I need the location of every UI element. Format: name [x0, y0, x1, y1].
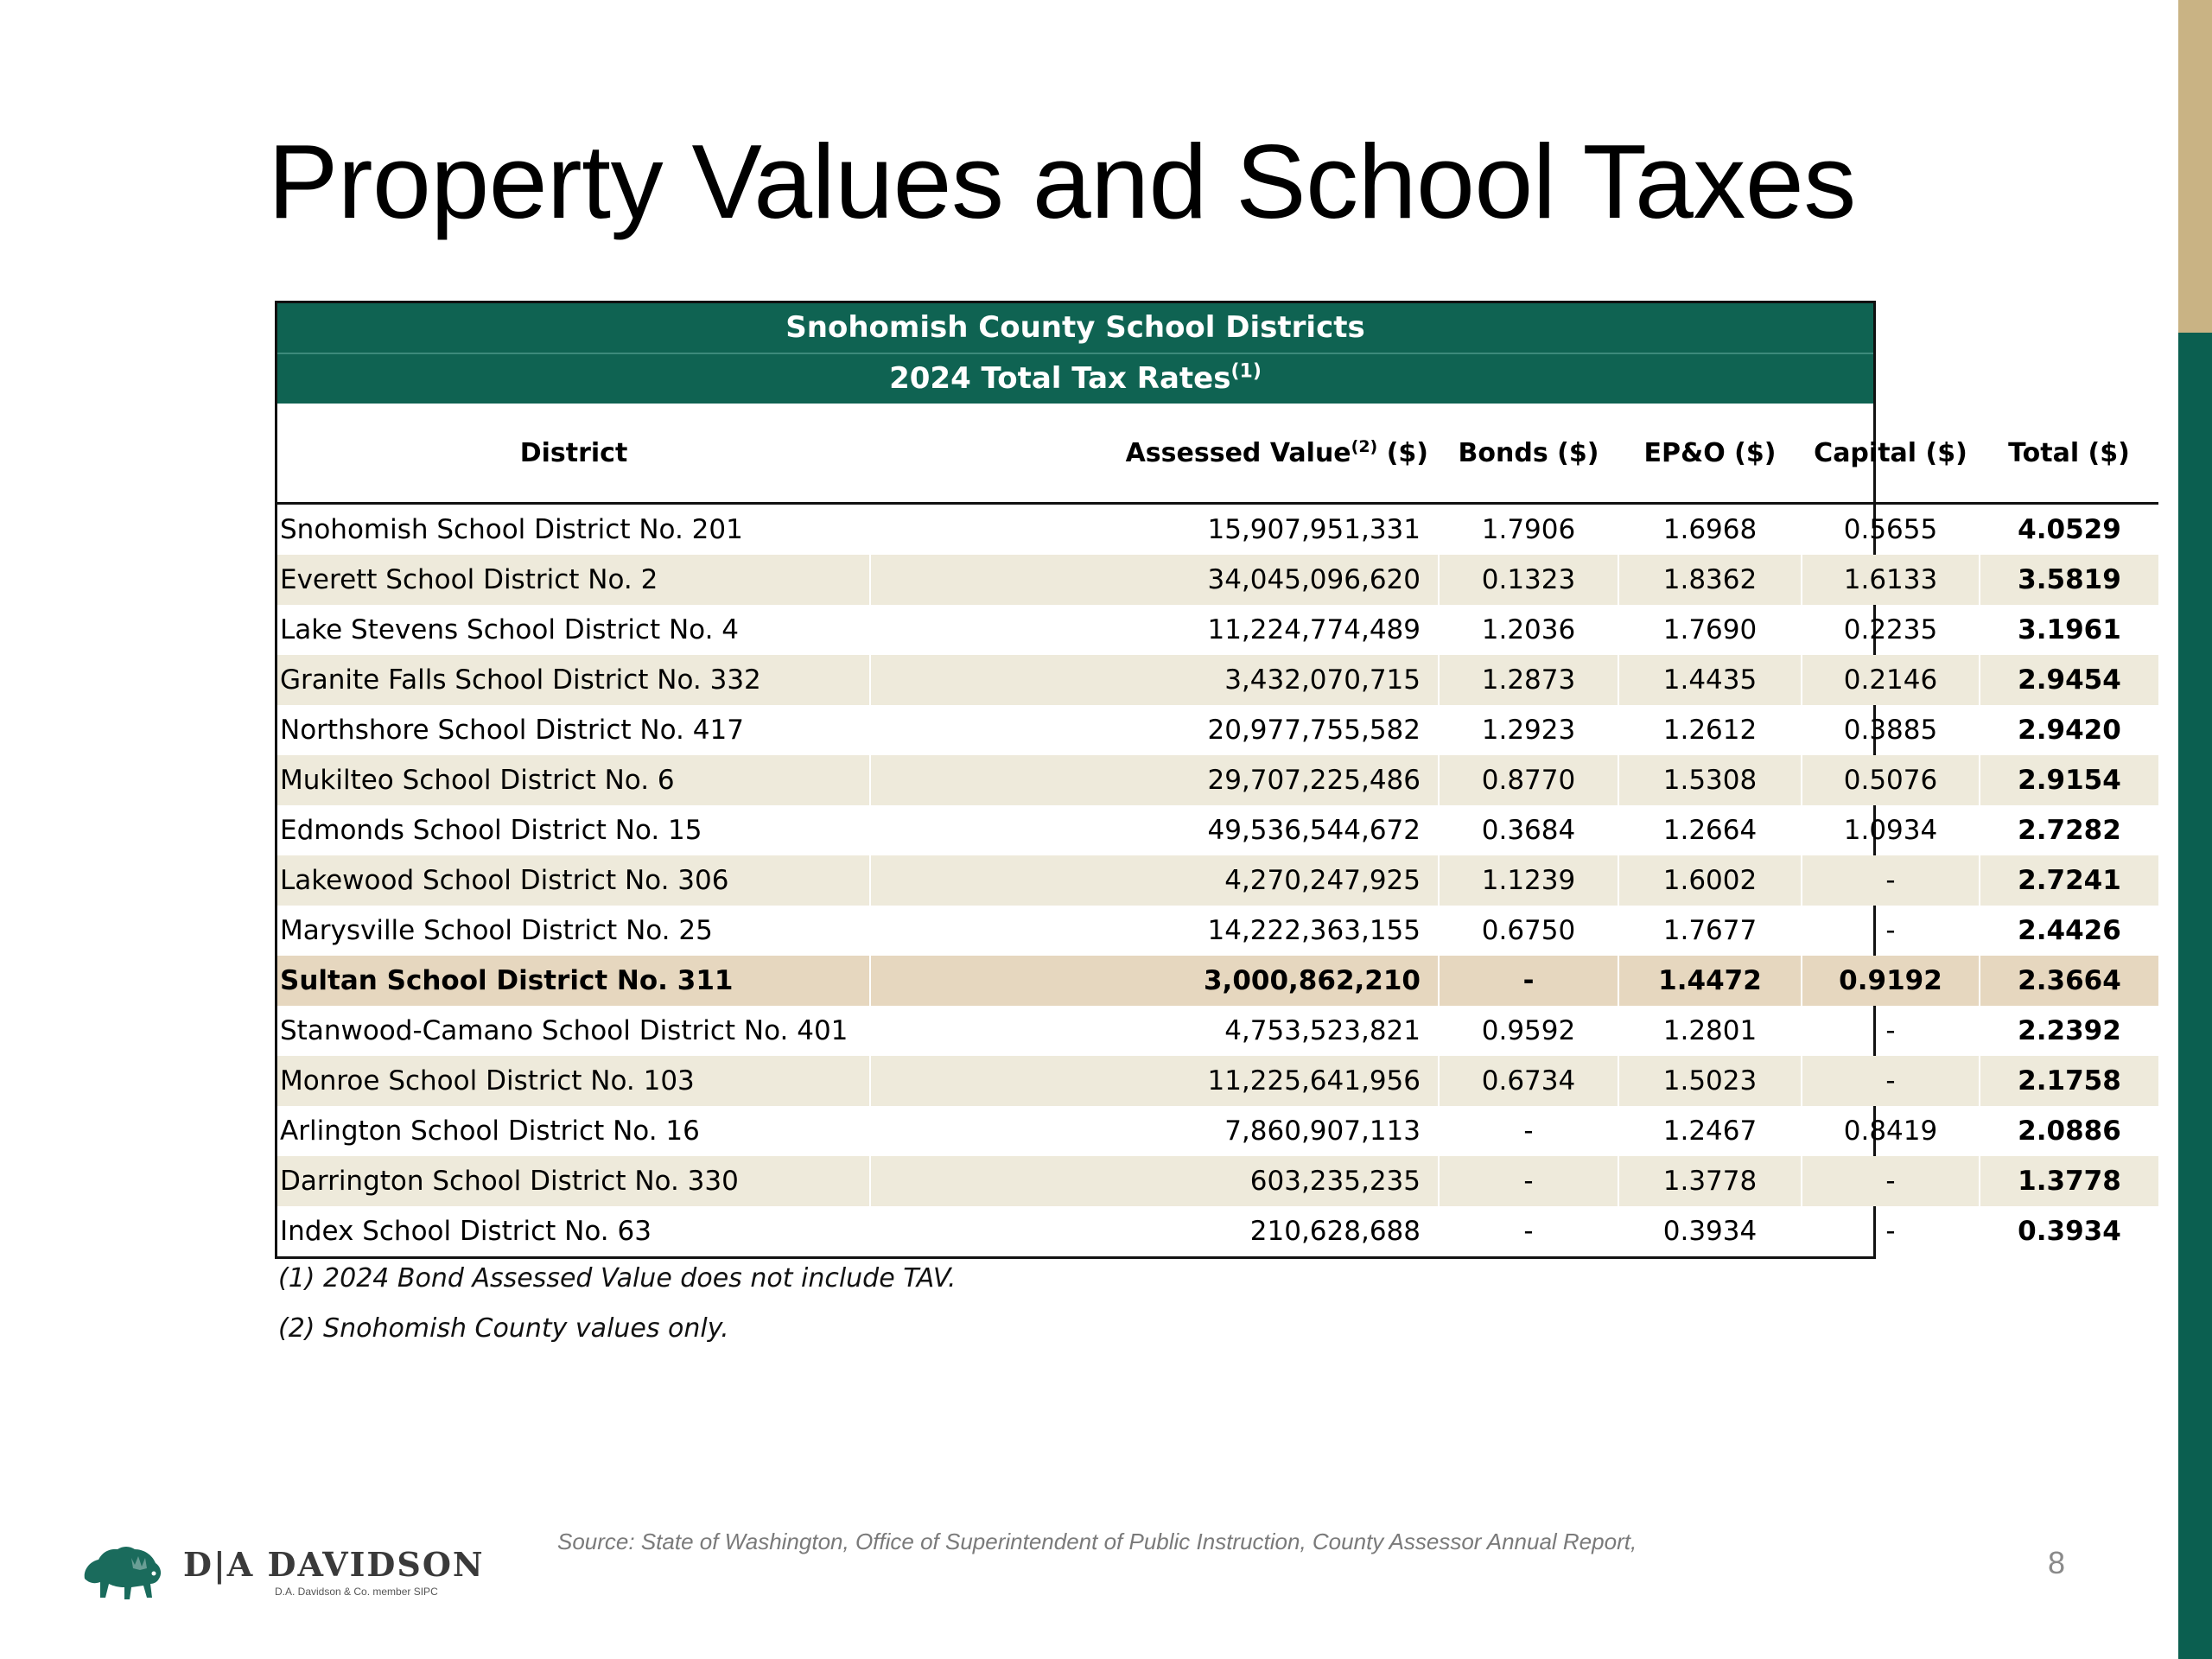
cell-epo: 0.3934 — [1618, 1206, 1802, 1256]
cell-capital: 0.5655 — [1802, 504, 1980, 556]
cell-bonds: 1.1239 — [1439, 855, 1618, 906]
cell-assessed-value: 4,270,247,925 — [870, 855, 1439, 906]
cell-district: Sultan School District No. 311 — [277, 956, 870, 1006]
cell-assessed-value: 11,225,641,956 — [870, 1056, 1439, 1106]
cell-assessed-value: 14,222,363,155 — [870, 906, 1439, 956]
table-row — [277, 1056, 2158, 1106]
table-row — [277, 504, 2158, 556]
cell-district: Marysville School District No. 25 — [280, 915, 713, 946]
cell-capital: 0.9192 — [1802, 956, 1980, 1006]
header-total: Total ($) — [1980, 404, 2158, 504]
header-district: District — [277, 404, 870, 504]
cell-district: Arlington School District No. 16 — [280, 1116, 700, 1147]
cell-total: 2.2392 — [1980, 1006, 2158, 1056]
cell-district: Index School District No. 63 — [280, 1216, 652, 1247]
table-subtitle: 2024 Total Tax Rates$^{(1)}$ — [277, 353, 1873, 404]
cell-bonds: 1.2036 — [1439, 605, 1618, 655]
cell-assessed-value: 4,753,523,821 — [870, 1006, 1439, 1056]
source-note: Source: State of Washington, Office of Superintendent of Public Instruction, County Assessor Annual Report, — [557, 1529, 1637, 1554]
cell-district: Edmonds School District No. 15 — [280, 815, 702, 846]
table-row — [277, 1006, 2158, 1056]
cell-total: 2.9154 — [1980, 755, 2158, 805]
table-row — [277, 555, 2158, 605]
cell-capital: - — [1802, 855, 1980, 906]
bison-icon — [79, 1541, 166, 1603]
cell-bonds: - — [1439, 1206, 1618, 1256]
cell-assessed-value: 15,907,951,331 — [870, 504, 1439, 556]
cell-assessed-value: 603,235,235 — [870, 1156, 1439, 1206]
table-row — [277, 1156, 2158, 1206]
cell-district: Granite Falls School District No. 332 — [277, 655, 870, 705]
cell-epo: 1.8362 — [1618, 555, 1802, 605]
cell-epo: 1.4472 — [1618, 956, 1802, 1006]
cell-assessed-value: 7,860,907,113 — [870, 1106, 1439, 1156]
cell-capital: - — [1802, 1156, 1980, 1206]
cell-total: 2.0886 — [1980, 1106, 2158, 1156]
cell-district: Lake Stevens School District No. 4 — [280, 614, 740, 645]
cell-assessed-value: 210,628,688 — [870, 1206, 1439, 1256]
header-bonds: Bonds ($) — [1439, 404, 1618, 504]
cell-epo: 1.5308 — [1618, 755, 1802, 805]
cell-epo: 1.4435 — [1618, 655, 1802, 705]
table-row — [277, 956, 2158, 1006]
cell-assessed-value: 3,432,070,715 — [870, 655, 1439, 705]
cell-epo: 1.6002 — [1618, 855, 1802, 906]
table-row — [277, 1206, 2158, 1256]
cell-epo: 1.7677 — [1618, 906, 1802, 956]
cell-district: Everett School District No. 2 — [277, 555, 870, 605]
tax-rates-table — [275, 301, 2130, 1259]
cell-assessed-value: 20,977,755,582 — [870, 705, 1439, 755]
table-row — [277, 1106, 2158, 1156]
page-number: 8 — [2048, 1545, 2066, 1580]
cell-bonds: 0.6750 — [1439, 906, 1618, 956]
cell-epo: 1.6968 — [1618, 504, 1802, 556]
brand-tagline: D.A. Davidson & Co. member SIPC — [275, 1586, 438, 1598]
cell-district: Mukilteo School District No. 6 — [277, 755, 870, 805]
cell-district: Northshore School District No. 417 — [280, 715, 744, 746]
cell-bonds: 0.6734 — [1439, 1056, 1618, 1106]
table-row — [277, 655, 2158, 705]
cell-bonds: 0.8770 — [1439, 755, 1618, 805]
cell-assessed-value: 3,000,862,210 — [870, 956, 1439, 1006]
cell-bonds: 0.9592 — [1439, 1006, 1618, 1056]
cell-assessed-value: 29,707,225,486 — [870, 755, 1439, 805]
data-table — [277, 404, 2158, 1256]
cell-district: Monroe School District No. 103 — [277, 1056, 870, 1106]
table-row — [277, 755, 2158, 805]
cell-assessed-value: 49,536,544,672 — [870, 805, 1439, 855]
cell-epo: 1.7690 — [1618, 605, 1802, 655]
cell-total: 2.4426 — [1980, 906, 2158, 956]
cell-epo: 1.2612 — [1618, 705, 1802, 755]
cell-assessed-value: 34,045,096,620 — [870, 555, 1439, 605]
table-row — [277, 705, 2158, 755]
footnote-1: (1) 2024 Bond Assessed Value does not include TAV. — [278, 1263, 957, 1294]
cell-capital: 0.2146 — [1802, 655, 1980, 705]
cell-total: 2.1758 — [1980, 1056, 2158, 1106]
cell-bonds: - — [1439, 1156, 1618, 1206]
cell-bonds: - — [1439, 1106, 1618, 1156]
subtitle-note: (1) — [1230, 360, 1262, 383]
table-row — [277, 805, 2158, 855]
assessed-value-note: (2) — [1351, 436, 1378, 456]
header-capital: Capital ($) — [1802, 404, 1980, 504]
cell-total: 2.7241 — [1980, 855, 2158, 906]
cell-district: Lakewood School District No. 306 — [277, 855, 870, 906]
table-row — [277, 605, 2158, 655]
cell-epo: 1.2664 — [1618, 805, 1802, 855]
cell-epo: 1.5023 — [1618, 1056, 1802, 1106]
table-row — [277, 855, 2158, 906]
table-title: Snohomish County School Districts — [277, 303, 1873, 353]
header-assessed-value: Assessed Value$^{(2)}$ ($) — [870, 404, 1439, 504]
side-accent-teal — [2178, 333, 2212, 1659]
footnote-2: (2) Snohomish County values only. — [278, 1313, 729, 1344]
cell-total: 3.5819 — [1980, 555, 2158, 605]
cell-capital: 0.8419 — [1802, 1106, 1980, 1156]
cell-capital: 0.5076 — [1802, 755, 1980, 805]
cell-total: 1.3778 — [1980, 1156, 2158, 1206]
header-row — [277, 404, 2158, 504]
cell-total: 2.9454 — [1980, 655, 2158, 705]
cell-district: Darrington School District No. 330 — [277, 1156, 870, 1206]
cell-bonds: 1.2873 — [1439, 655, 1618, 705]
cell-bonds: - — [1439, 956, 1618, 1006]
cell-capital: - — [1802, 1056, 1980, 1106]
cell-bonds: 1.7906 — [1439, 504, 1618, 556]
cell-total: 2.3664 — [1980, 956, 2158, 1006]
slide-title: Property Values and School Taxes — [268, 123, 1856, 240]
cell-capital: - — [1802, 1206, 1980, 1256]
cell-district: Snohomish School District No. 201 — [280, 514, 743, 545]
cell-total: 3.1961 — [1980, 605, 2158, 655]
header-epo: EP&O ($) — [1618, 404, 1802, 504]
cell-capital: 0.3885 — [1802, 705, 1980, 755]
cell-bonds: 1.2923 — [1439, 705, 1618, 755]
cell-capital: - — [1802, 906, 1980, 956]
cell-district: Stanwood-Camano School District No. 401 — [280, 1015, 849, 1046]
brand-name: D|A DAVIDSON — [183, 1545, 485, 1584]
table-row — [277, 906, 2158, 956]
cell-epo: 1.2467 — [1618, 1106, 1802, 1156]
cell-assessed-value: 11,224,774,489 — [870, 605, 1439, 655]
cell-capital: - — [1802, 1006, 1980, 1056]
cell-total: 2.9420 — [1980, 705, 2158, 755]
cell-capital: 1.0934 — [1802, 805, 1980, 855]
cell-bonds: 0.1323 — [1439, 555, 1618, 605]
cell-total: 2.7282 — [1980, 805, 2158, 855]
cell-epo: 1.2801 — [1618, 1006, 1802, 1056]
cell-bonds: 0.3684 — [1439, 805, 1618, 855]
cell-total: 4.0529 — [1980, 504, 2158, 556]
cell-total: 0.3934 — [1980, 1206, 2158, 1256]
cell-capital: 1.6133 — [1802, 555, 1980, 605]
cell-capital: 0.2235 — [1802, 605, 1980, 655]
cell-epo: 1.3778 — [1618, 1156, 1802, 1206]
side-accent-tan — [2178, 0, 2212, 333]
